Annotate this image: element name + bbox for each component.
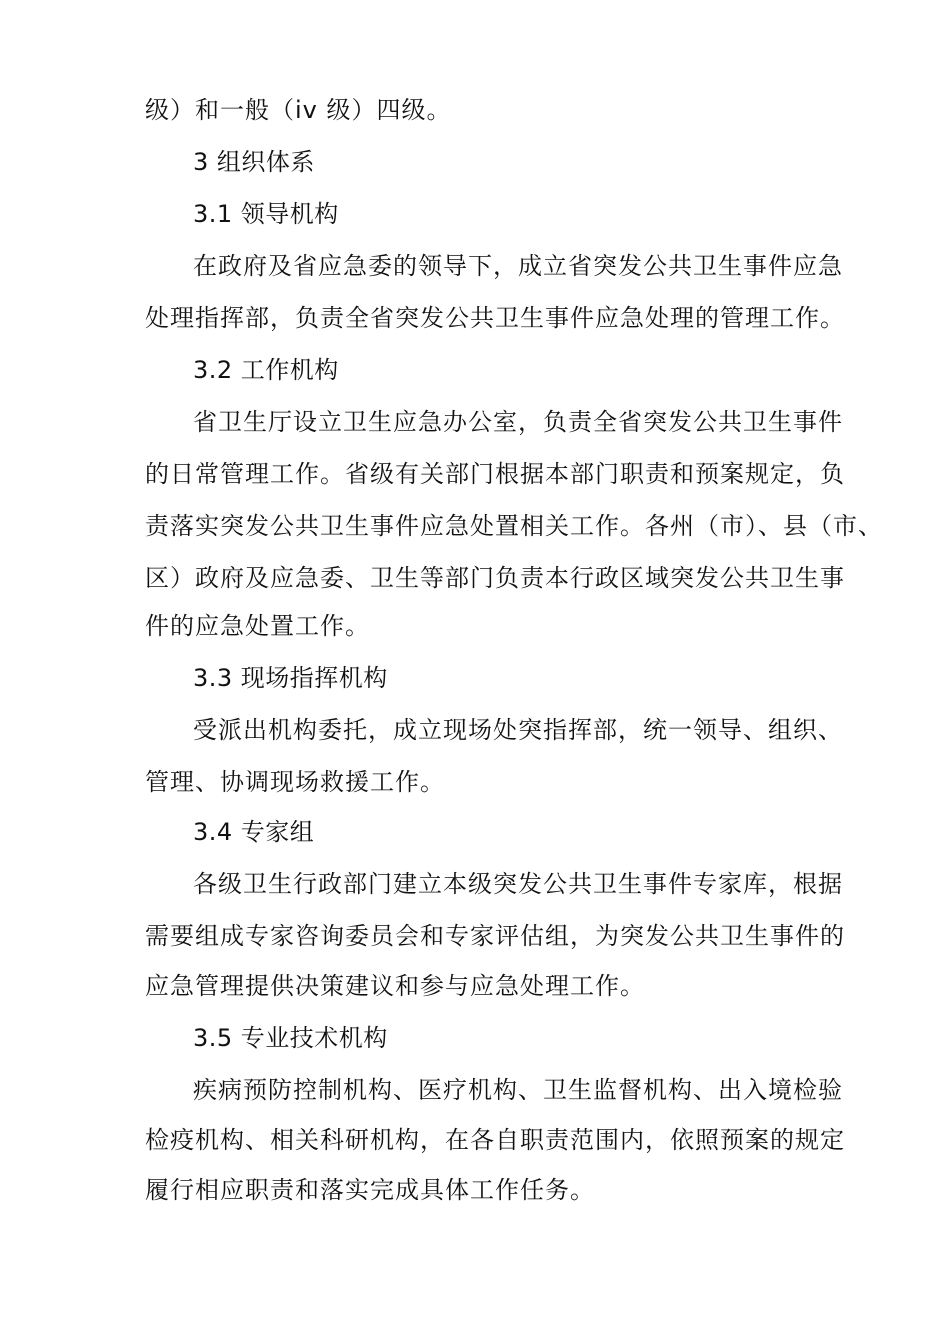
section-heading: 3 组织体系 <box>193 148 315 176</box>
paragraph-line: 责落实突发公共卫生事件应急处置相关工作。各州（市）、县（市、 <box>145 512 883 540</box>
paragraph-line: 应急管理提供决策建议和参与应急处理工作。 <box>145 972 645 1000</box>
paragraph-line: 区）政府及应急委、卫生等部门负责本行政区域突发公共卫生事 <box>145 564 845 592</box>
paragraph-line: 需要组成专家咨询委员会和专家评估组，为突发公共卫生事件的 <box>145 922 845 950</box>
subsection-heading: 3.3 现场指挥机构 <box>193 664 388 692</box>
paragraph-line: 省卫生厅设立卫生应急办公室，负责全省突发公共卫生事件 <box>193 408 843 436</box>
subsection-heading: 3.1 领导机构 <box>193 200 339 228</box>
paragraph-line: 在政府及省应急委的领导下，成立省突发公共卫生事件应急 <box>193 252 843 280</box>
subsection-heading: 3.2 工作机构 <box>193 356 339 384</box>
paragraph-line: 的日常管理工作。省级有关部门根据本部门职责和预案规定，负 <box>145 460 845 488</box>
paragraph-line: 疾病预防控制机构、医疗机构、卫生监督机构、出入境检验 <box>193 1076 843 1104</box>
subsection-heading: 3.4 专家组 <box>193 818 315 846</box>
paragraph-line: 管理、协调现场救援工作。 <box>145 768 445 796</box>
paragraph-line: 级）和一般（iv 级）四级。 <box>145 96 452 124</box>
paragraph-line: 检疫机构、相关科研机构，在各自职责范围内，依照预案的规定 <box>145 1126 845 1154</box>
paragraph-line: 处理指挥部，负责全省突发公共卫生事件应急处理的管理工作。 <box>145 304 845 332</box>
paragraph-line: 件的应急处置工作。 <box>145 612 370 640</box>
paragraph-line: 受派出机构委托，成立现场处突指挥部，统一领导、组织、 <box>193 716 843 744</box>
paragraph-line: 各级卫生行政部门建立本级突发公共卫生事件专家库，根据 <box>193 870 843 898</box>
paragraph-line: 履行相应职责和落实完成具体工作任务。 <box>145 1176 595 1204</box>
subsection-heading: 3.5 专业技术机构 <box>193 1024 388 1052</box>
